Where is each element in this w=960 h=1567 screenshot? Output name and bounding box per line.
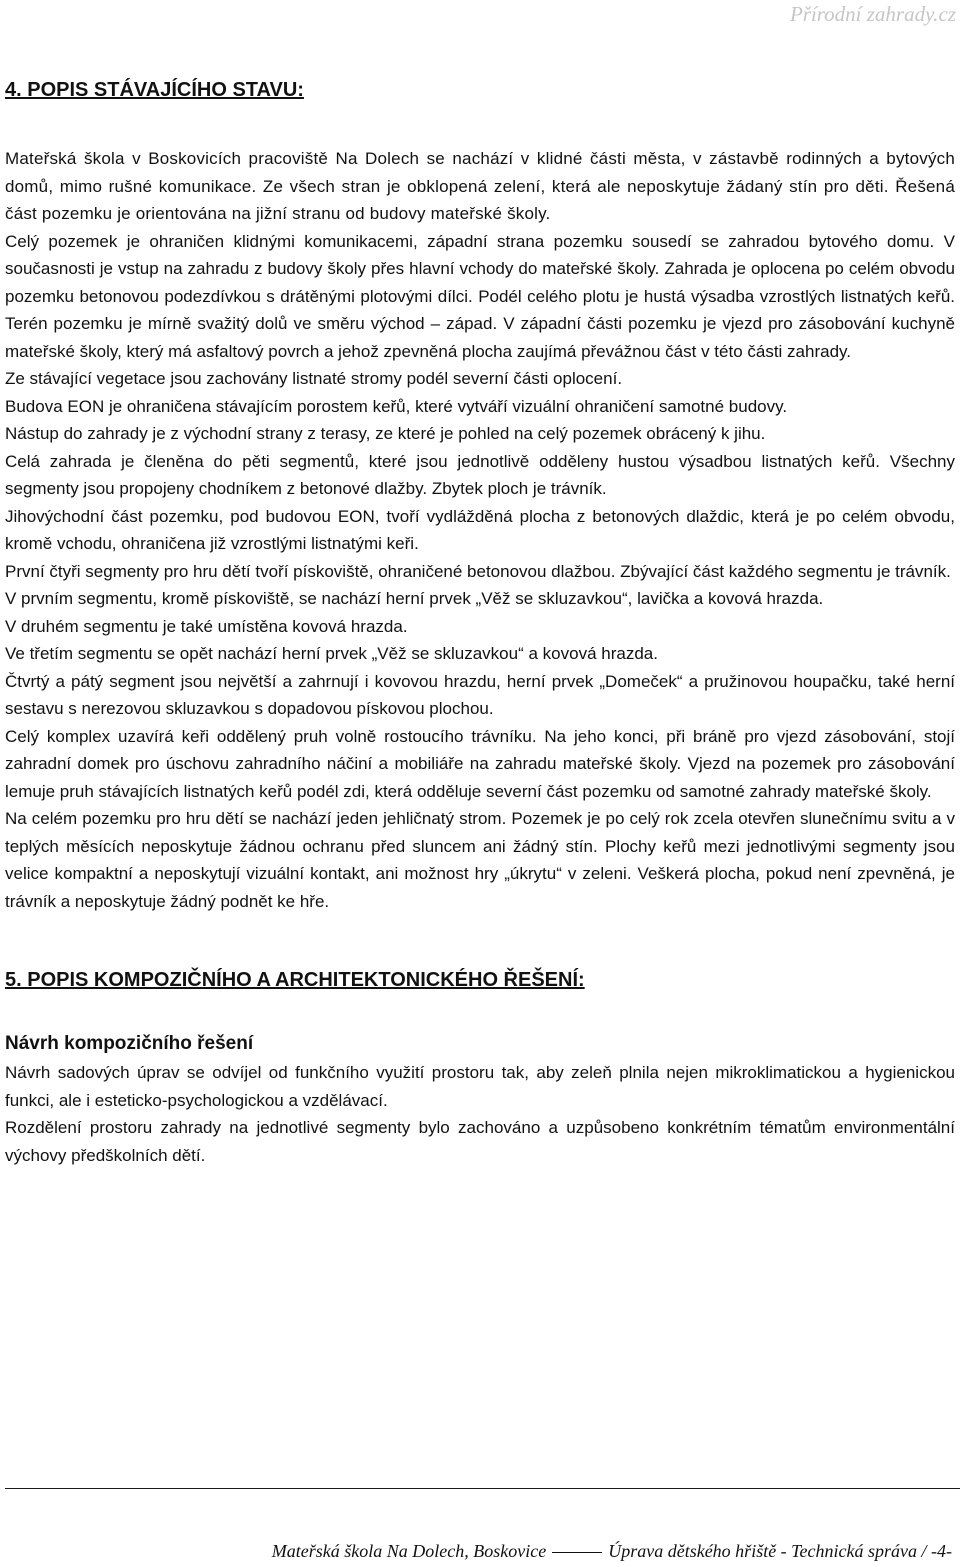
paragraph: Nástup do zahrady je z východní strany z terasy, ze které je pohled na celý pozemek obrácený k jihu. [5, 424, 766, 443]
paragraph: Celá zahrada je členěna do pěti segmentů, které jsou jednotlivě odděleny hustou výsadbou listnatých keřů. Všechny segmenty jsou propojeny chodníkem z betonové dlažby. Zbytek ploch je trávník. [5, 451, 955, 498]
paragraph: Ve třetím segmentu se opět nachází herní prvek „Věž se skluzavkou“ a kovová hrazda. [5, 644, 658, 663]
paragraph: V druhém segmentu je také umístěna kovová hrazda. [5, 616, 408, 636]
footer-dash [552, 1552, 602, 1553]
footer-divider [5, 1488, 960, 1489]
footer-document-title: Úprava dětského hřiště - Technická správa / -4- [608, 1541, 952, 1561]
paragraph: Ze stávající vegetace jsou zachovány listnaté stromy podél severní části oplocení. [5, 369, 623, 388]
page-footer [272, 1541, 952, 1562]
paragraph: Budova EON je ohraničena stávajícím porostem keřů, které vytváří vizuální ohraničení samotné budovy. [5, 396, 788, 416]
paragraph: Jihovýchodní část pozemku, pod budovou EON, tvoří vydlážděná plocha z betonových dlaždic, která je po celém obvodu, kromě vchodu, ohraničena již vzrostlými listnatými keři. [5, 506, 955, 553]
paragraph: Rozdělení prostoru zahrady na jednotlivé segmenty bylo zachováno a uzpůsobeno konkrétním tématům environmentální výchovy předškolních dětí. [5, 1118, 955, 1165]
section-4-intro: Mateřská škola v Boskovicích pracoviště Na Dolech se nachází v klidné části města, v zástavbě rodinných a bytových domů, mimo rušné komunikace. Ze všech stran je obklopená zelení, která ale neposkytuje žádaný stín pro děti. Řešená část pozemku je orientována na jižní stranu od budovy mateřské školy. [5, 149, 955, 223]
footer-school-name: Mateřská škola Na Dolech, Boskovice [271, 1541, 547, 1561]
section-4-title: 4. POPIS STÁVAJÍCÍHO STAVU: [5, 79, 304, 101]
brand-watermark: Přírodní zahrady.cz [789, 2, 956, 26]
document-body [5, 75, 955, 1169]
subsection-heading: Návrh kompozičního řešení [5, 1033, 254, 1054]
paragraph: Celý komplex uzavírá keři oddělený pruh volně rostoucího trávníku. Na jeho konci, při bráně pro vjezd zásobování, stojí zahradní domek pro úschovu zahradního náčiní a mobiliáře na zahradu mateřské školy. Vjezd na pozemek pro zásobování lemuje pruh stávajících listnatých keřů podél zdi, která odděluje severní část pozemku od samotné zahrady mateřské školy. [5, 726, 955, 801]
section-5-title: 5. POPIS KOMPOZIČNÍHO A ARCHITEKTONICKÉHO ŘEŠENÍ: [5, 969, 585, 991]
paragraph: Na celém pozemku pro hru dětí se nachází jeden jehličnatý strom. Pozemek je po celý rok zcela otevřen slunečnímu svitu a v teplých měsících neposkytuje žádnou ochranu před sluncem ani žádný stín. Plochy keřů mezi jednotlivými segmenty jsou velice kompaktní a neposkytují vizuální kontakt, ani možnost hry „úkrytu“ v zeleni. Veškerá plocha, pokud není zpevněná, je trávník a neposkytuje žádný podnět ke hře. [5, 809, 955, 911]
paragraph: Návrh sadových úprav se odvíjel od funkčního využití prostoru tak, aby zeleň plnila nejen mikroklimatickou a hygienickou funkci, ale i esteticko-psychologickou a vzdělávací. [5, 1063, 955, 1110]
paragraph: První čtyři segmenty pro hru dětí tvoří pískoviště, ohraničené betonovou dlažbou. Zbývající část každého segmentu je trávník. [5, 561, 951, 581]
paragraph: Čtvrtý a pátý segment jsou největší a zahrnují i kovovou hrazdu, herní prvek „Domeček“ a pružinovou houpačku, také herní sestavu s nerezovou skluzavkou s dopadovou pískovou plochou. [5, 671, 955, 718]
paragraph: V prvním segmentu, kromě pískoviště, se nachází herní prvek „Věž se skluzavkou“, lavička a kovová hrazda. [5, 589, 824, 608]
paragraph: Celý pozemek je ohraničen klidnými komunikacemi, západní strana pozemku sousedí se zahradou bytového domu. V současnosti je vstup na zahradu z budovy školy přes hlavní vchody do mateřské školy. Zahrada je oplocena po celém obvodu pozemku betonovou podezdívkou s drátěnými plotovými dílci. Podél celého plotu je hustá výsadba vzrostlých listnatých keřů. Terén pozemku je mírně svažitý dolů ve směru východ – západ. V západní části pozemku je vjezd pro zásobování kuchyně mateřské školy, který má asfaltový povrch a jehož zpevněná plocha zaujímá převážnou část v této části zahrady. [5, 231, 955, 361]
